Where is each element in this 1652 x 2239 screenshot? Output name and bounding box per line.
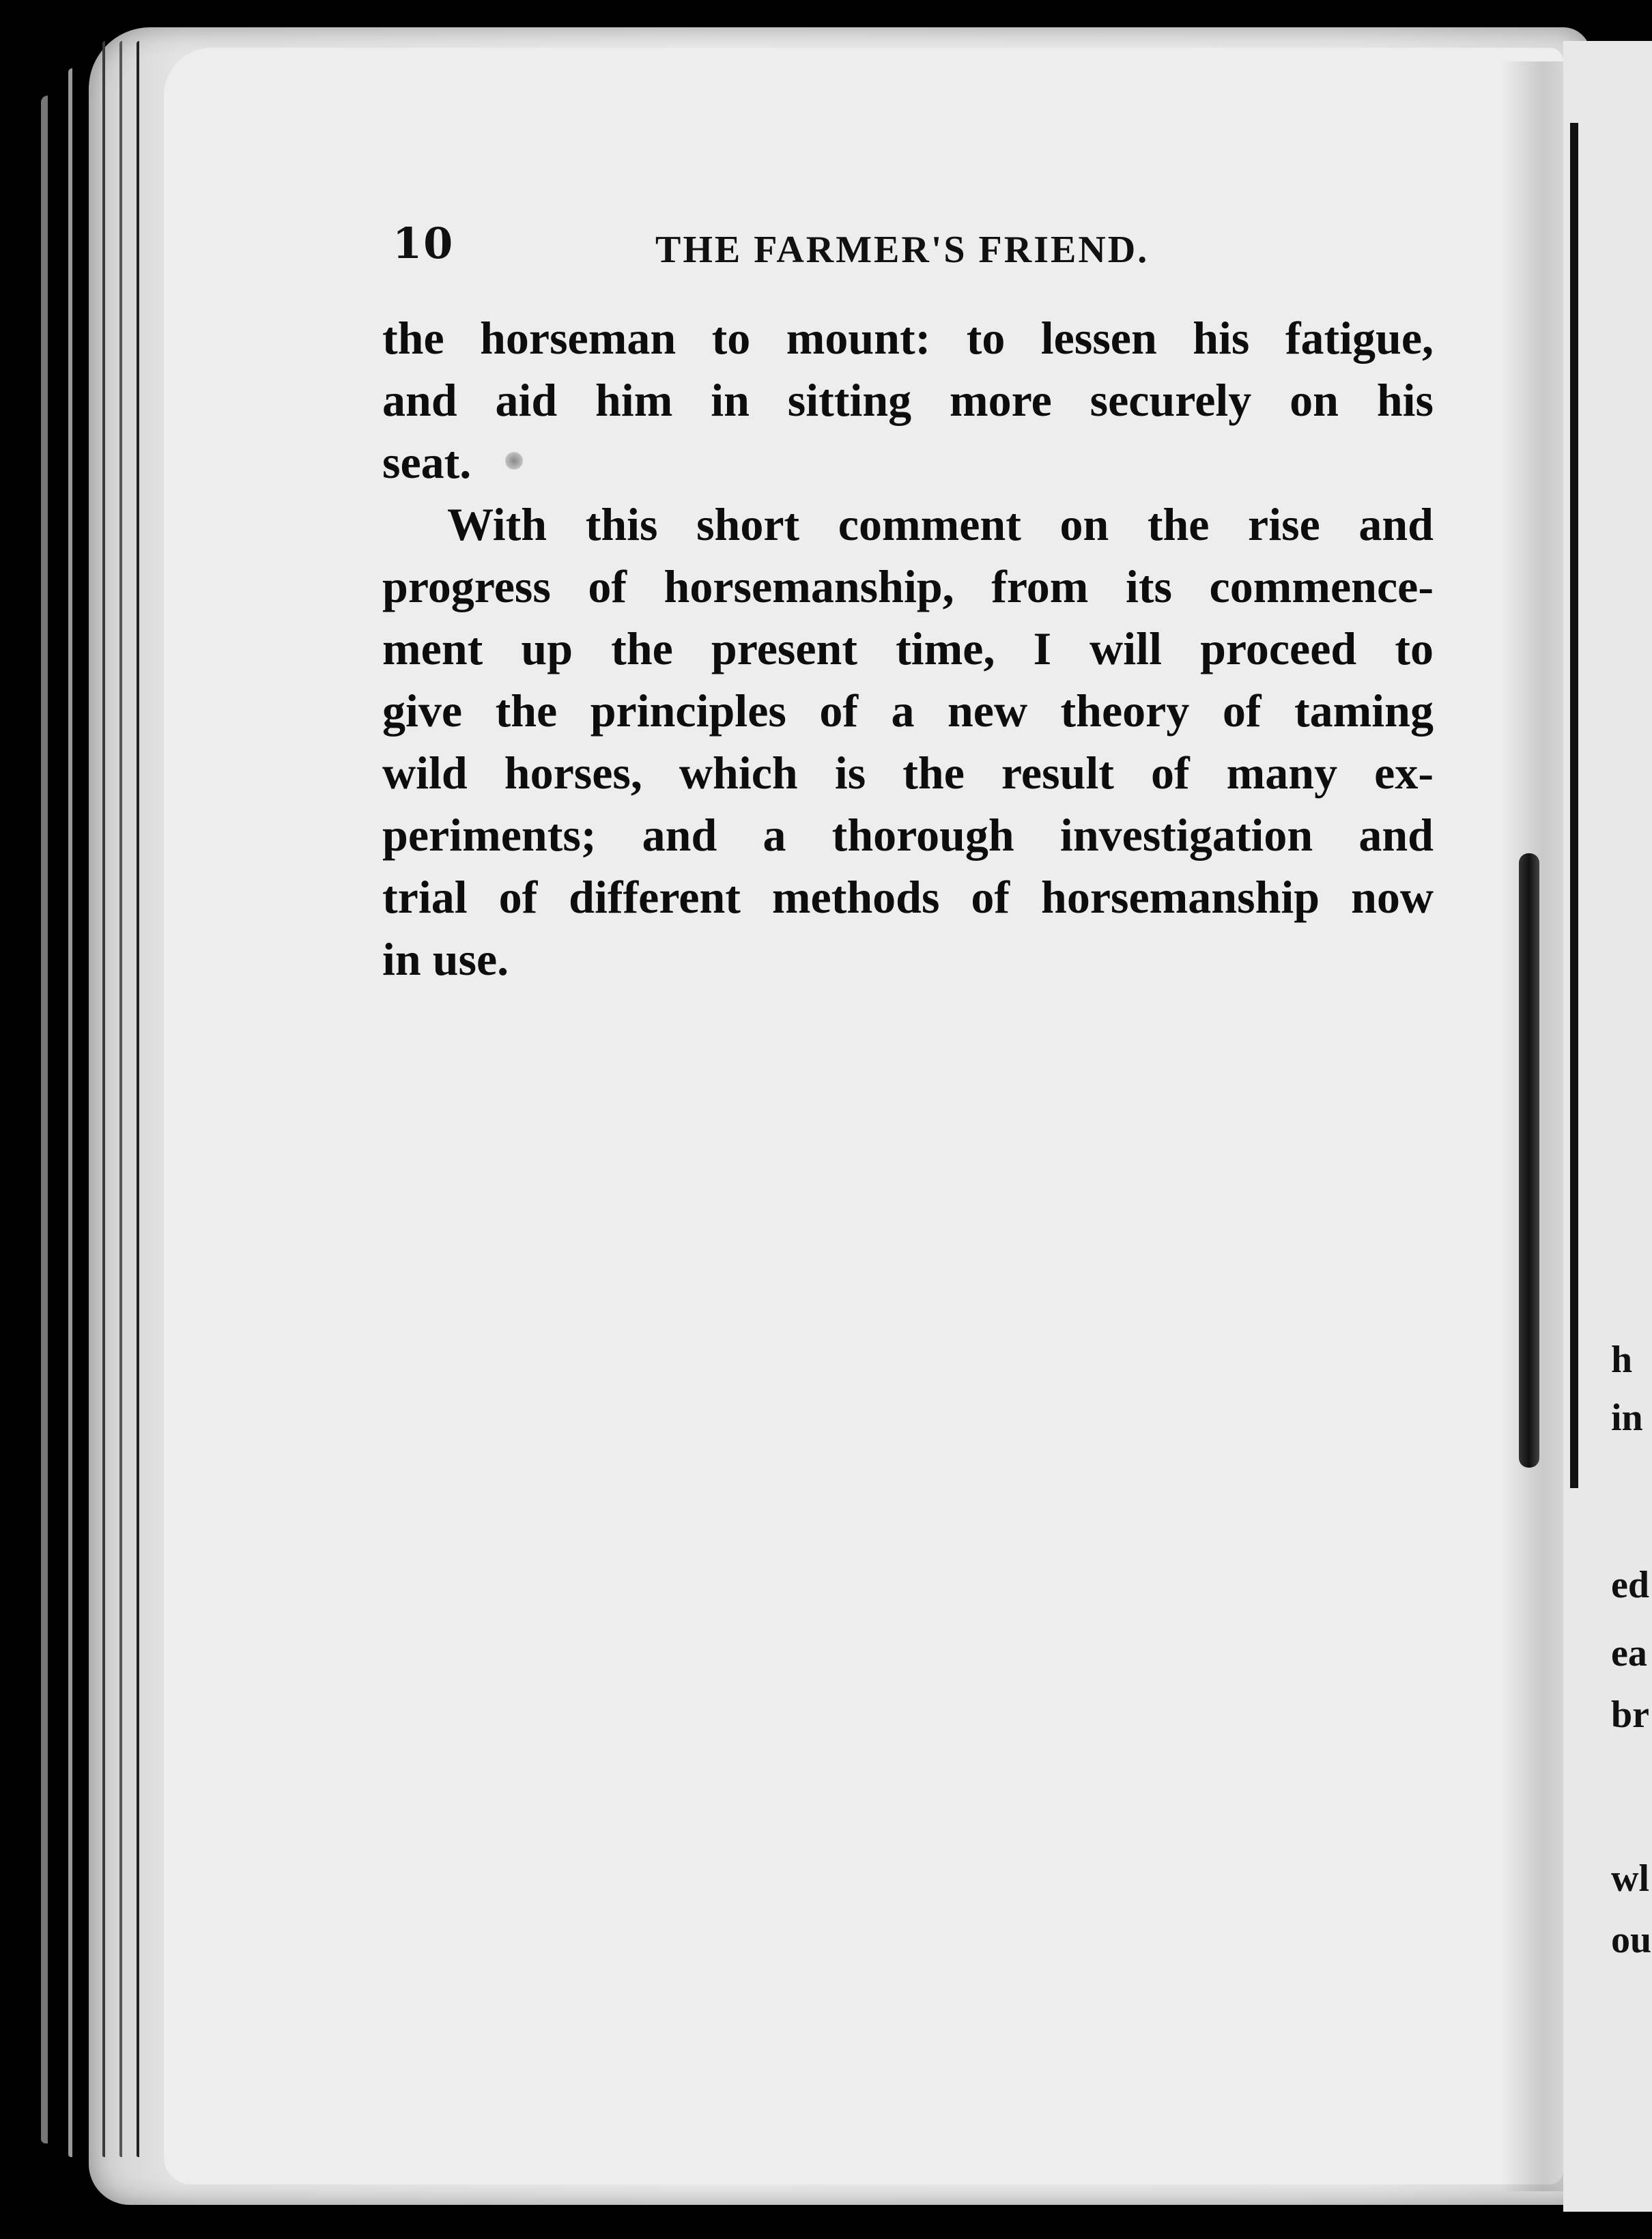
facing-page-text-fragment: br — [1611, 1694, 1649, 1736]
page-edge — [137, 41, 139, 2157]
show-through-text — [382, 1003, 1434, 1473]
page-edge — [68, 68, 72, 2157]
text-line: the horseman to mount: to lessen his fatigue, — [382, 312, 1434, 364]
text-line: give the principles of a new theory of taming — [382, 685, 1434, 737]
spine-binding — [1519, 853, 1539, 1468]
text-line: in use. — [382, 933, 509, 985]
running-title: THE FARMER'S FRIEND. — [655, 229, 1150, 271]
text-line: ment up the present time, I will proceed to — [382, 623, 1434, 674]
facing-page-text-fragment: ed — [1611, 1564, 1649, 1606]
text-line: progress of horsemanship, from its commence- — [382, 560, 1434, 612]
facing-page-text-fragment: in — [1611, 1397, 1643, 1439]
text-line: With this short comment on the rise and — [447, 498, 1434, 550]
text-line: trial of different methods of horsemanship now — [382, 871, 1434, 923]
text-line: periments; and a thorough investigation and — [382, 809, 1434, 861]
facing-page-text-fragment: ou — [1611, 1919, 1652, 1961]
page-number: 10 — [393, 218, 455, 268]
text-line: wild horses, which is the result of many ex- — [382, 747, 1434, 799]
text-line: and aid him in sitting more securely on his — [382, 374, 1434, 426]
running-head — [393, 218, 1437, 294]
facing-page-text-fragment: h — [1611, 1339, 1633, 1381]
facing-page-text-fragment: wl — [1611, 1857, 1649, 1900]
spine-edge — [1570, 123, 1578, 1488]
body-text — [382, 307, 1434, 990]
page-edge — [102, 41, 105, 2157]
facing-page-text-fragment: ea — [1611, 1632, 1647, 1674]
page-edge — [119, 41, 122, 2157]
text-line: seat. — [382, 436, 472, 488]
page-edge — [41, 96, 48, 2143]
